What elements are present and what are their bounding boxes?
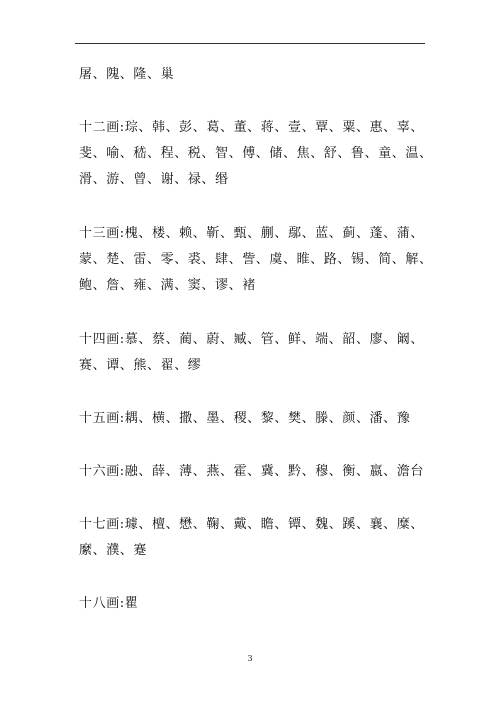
text-line: 十三画:槐、楼、赖、靳、甄、蒯、鄢、蓝、蓟、蓬、蒲、: [79, 226, 424, 241]
text-line: 鲍、詹、雍、满、窦、谬、褚: [79, 278, 256, 293]
stroke-section-12: [79, 115, 433, 193]
text-line: 十二画:琮、韩、彭、葛、董、蒋、壹、覃、粟、惠、辜、: [79, 120, 424, 135]
text-line: 蒙、楚、雷、零、裘、肆、訾、虞、睢、路、锡、简、解、: [79, 252, 433, 267]
text-line: 十八画:瞿: [79, 596, 139, 611]
page-number: 3: [247, 654, 253, 663]
text-line: 十四画:慕、蔡、蔺、蔚、臧、管、鲜、端、韶、廖、阚、: [79, 332, 424, 347]
stroke-section-13: [79, 221, 433, 299]
stroke-section-14: [79, 327, 429, 379]
document-body: [79, 62, 433, 617]
stroke-section-17: [79, 512, 429, 564]
text-line: 屠、隗、隆、巢: [79, 67, 175, 82]
text-line: 赛、谭、熊、翟、缪: [79, 358, 202, 373]
text-line: 十五画:耦、横、撒、墨、稷、黎、樊、滕、颜、潘、豫: [79, 411, 411, 426]
text-line: 縻、濮、蹇: [79, 543, 148, 558]
stroke-section-16: [79, 459, 429, 485]
text-line: 十七画:璩、檀、懋、鞠、戴、瞻、镡、魏、蹊、襄、糜、: [79, 517, 424, 532]
text-line: 斐、喻、嵇、程、税、智、傅、储、焦、舒、鲁、童、温、: [79, 146, 433, 161]
text-line: 十六画:融、薛、薄、燕、霍、冀、黔、穆、衡、嬴、澹台: [79, 464, 424, 479]
intro-paragraph: [79, 62, 429, 88]
stroke-section-15: [79, 406, 429, 432]
header-rule: [75, 43, 425, 44]
stroke-section-18: [79, 591, 429, 617]
text-line: 滑、游、曾、谢、禄、缗: [79, 172, 229, 187]
